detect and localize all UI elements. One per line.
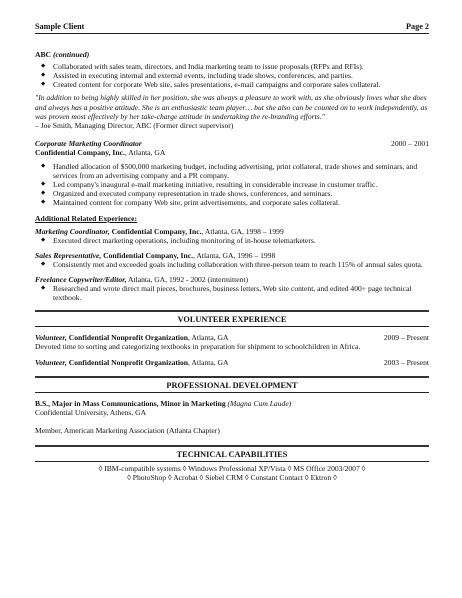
coordinator-company-line bbox=[35, 148, 429, 157]
volunteer-org: Confidential Nonprofit Organization bbox=[66, 357, 189, 367]
volunteer-dates: 2009 – Present bbox=[383, 333, 429, 343]
role-title: Freelance Copywriter/Editor, bbox=[35, 274, 127, 284]
section-divider bbox=[35, 461, 429, 462]
volunteer-location: , Atlanta, GA bbox=[188, 357, 229, 367]
volunteer-entry bbox=[35, 358, 429, 367]
role-bullet-list bbox=[35, 284, 429, 302]
list-item: ◆ Led company's inaugural e-mail marketing initiative, resulting in considerable increase in customer traffic. bbox=[35, 180, 429, 189]
additional-experience-heading: Additional Related Experience: bbox=[35, 213, 138, 223]
role-title: Sales Representative, bbox=[35, 250, 102, 260]
degree-honor: (Magna Cum Laude) bbox=[225, 398, 292, 408]
section-divider bbox=[35, 326, 429, 327]
page-header bbox=[35, 22, 429, 31]
volunteer-dates: 2003 – Present bbox=[383, 357, 429, 367]
role-details: , Atlanta, GA, 1996 – 1998 bbox=[193, 250, 276, 260]
coordinator-title-row bbox=[35, 139, 429, 148]
section-divider bbox=[35, 310, 429, 312]
list-item: ◆ Assisted in executing internal and external events, including trade shows, conferences, and parties. bbox=[35, 71, 429, 80]
coordinator-company: Confidential Company, Inc. bbox=[35, 147, 125, 157]
testimonial-quote: "In addition to being highly skilled in her position, she was always a pleasure to work with, as she obviously loves what she does and always has a positive attitude. She is an enthusiastic team player… but she also can be counted on to work independently, as was proven most effectively by her take-charge attitude in undertaking the re-branding efforts." bbox=[35, 93, 428, 121]
volunteer-section bbox=[35, 310, 429, 366]
page-number: Page 2 bbox=[406, 22, 429, 31]
role-sales-representative bbox=[35, 251, 429, 260]
volunteer-description: Devoted time to sorting and categorizing textbooks in preparation for shipment to schoolchildren in Africa. bbox=[35, 342, 361, 352]
continued-label: (continued) bbox=[52, 50, 90, 60]
coordinator-title: Corporate Marketing Coordinator bbox=[35, 138, 142, 148]
testimonial-attribution: – Joe Smith, Managing Director, ABC (Former direct supervisor) bbox=[35, 120, 234, 130]
role-freelance-copywriter bbox=[35, 275, 429, 284]
section-divider bbox=[35, 376, 429, 378]
section-heading: VOLUNTEER EXPERIENCE bbox=[177, 315, 287, 325]
role-bullet-list bbox=[35, 236, 429, 245]
role-title: Marketing Coordinator, bbox=[35, 226, 110, 236]
abc-company-name: ABC bbox=[35, 50, 52, 60]
role-marketing-coordinator bbox=[35, 227, 429, 236]
list-item: ◆ Created content for corporate Web site, sales presentations, e-mail campaigns and corporate sales collateral. bbox=[35, 80, 429, 89]
section-divider bbox=[35, 445, 429, 447]
role-details: , Atlanta, GA, 1998 – 1999 bbox=[201, 226, 284, 236]
degree-line bbox=[35, 399, 429, 408]
coordinator-location: , Atlanta, GA bbox=[124, 147, 166, 157]
section-heading: PROFESSIONAL DEVELOPMENT bbox=[166, 380, 298, 390]
list-item: ◆ Handled allocation of $500,000 marketing budget, including advertising, print collateral, trade shows and seminars, and services from an advertising company and a PR company. bbox=[35, 162, 429, 180]
volunteer-org: Confidential Nonprofit Organization bbox=[66, 333, 189, 343]
section-divider bbox=[35, 392, 429, 393]
role-company: Confidential Company, Inc. bbox=[109, 226, 202, 236]
list-item: ◆ Organized and executed company representation in trade shows, conferences, and seminars. bbox=[35, 189, 429, 198]
coordinator-dates: 2000 – 2001 bbox=[391, 138, 429, 148]
list-item: ◆ Maintained content for company Web site, print advertisements, and corporate sales collateral. bbox=[35, 198, 429, 207]
technical-skills-line: ◊ IBM-compatible systems ◊ Windows Professional XP/Vista ◊ MS Office 2003/2007 ◊ bbox=[98, 464, 366, 474]
technical-section bbox=[35, 445, 429, 482]
role-bullet-list bbox=[35, 260, 429, 269]
client-name: Sample Client bbox=[35, 22, 85, 31]
technical-skills-line: ◊ PhotoShop ◊ Acrobat ◊ Siebel CRM ◊ Constant Contact ◊ Ektron ◊ bbox=[127, 473, 337, 483]
development-section bbox=[35, 376, 429, 435]
volunteer-title: Volunteer, bbox=[35, 333, 67, 343]
abc-company-heading bbox=[35, 50, 429, 59]
coordinator-bullet-list bbox=[35, 162, 429, 207]
list-item: ◆ Researched and wrote direct mail pieces, brochures, business letters, Web site content, and edited 400+ page technical textbook. bbox=[35, 284, 429, 302]
role-company: Confidential Company, Inc. bbox=[101, 250, 194, 260]
role-details: Atlanta, GA, 1992 - 2002 (intermittent) bbox=[126, 274, 249, 284]
school: Confidential University, Athens, GA bbox=[35, 407, 147, 417]
header-divider bbox=[35, 33, 429, 34]
volunteer-title: Volunteer, bbox=[35, 357, 67, 367]
list-item: ◆ Executed direct marketing operations, including monitoring of in-house telemarketers. bbox=[35, 236, 429, 245]
resume-page bbox=[35, 22, 429, 482]
section-heading: TECHNICAL CAPABILITIES bbox=[176, 450, 288, 459]
abc-bullet-list bbox=[35, 62, 429, 89]
list-item: ◆ Consistently met and exceeded goals including collaboration with three-person team to reach 115% of annual sales quota. bbox=[35, 260, 429, 269]
volunteer-entry bbox=[35, 333, 429, 342]
membership: Member, American Marketing Association (Atlanta Chapter) bbox=[35, 425, 220, 435]
list-item: ◆ Collaborated with sales team, directors, and India marketing team to issue proposals (RFPs and RFIs). bbox=[35, 62, 429, 71]
degree: B.S., Major in Mass Communications, Minor in Marketing bbox=[35, 398, 226, 408]
volunteer-location: , Atlanta, GA bbox=[188, 333, 229, 343]
